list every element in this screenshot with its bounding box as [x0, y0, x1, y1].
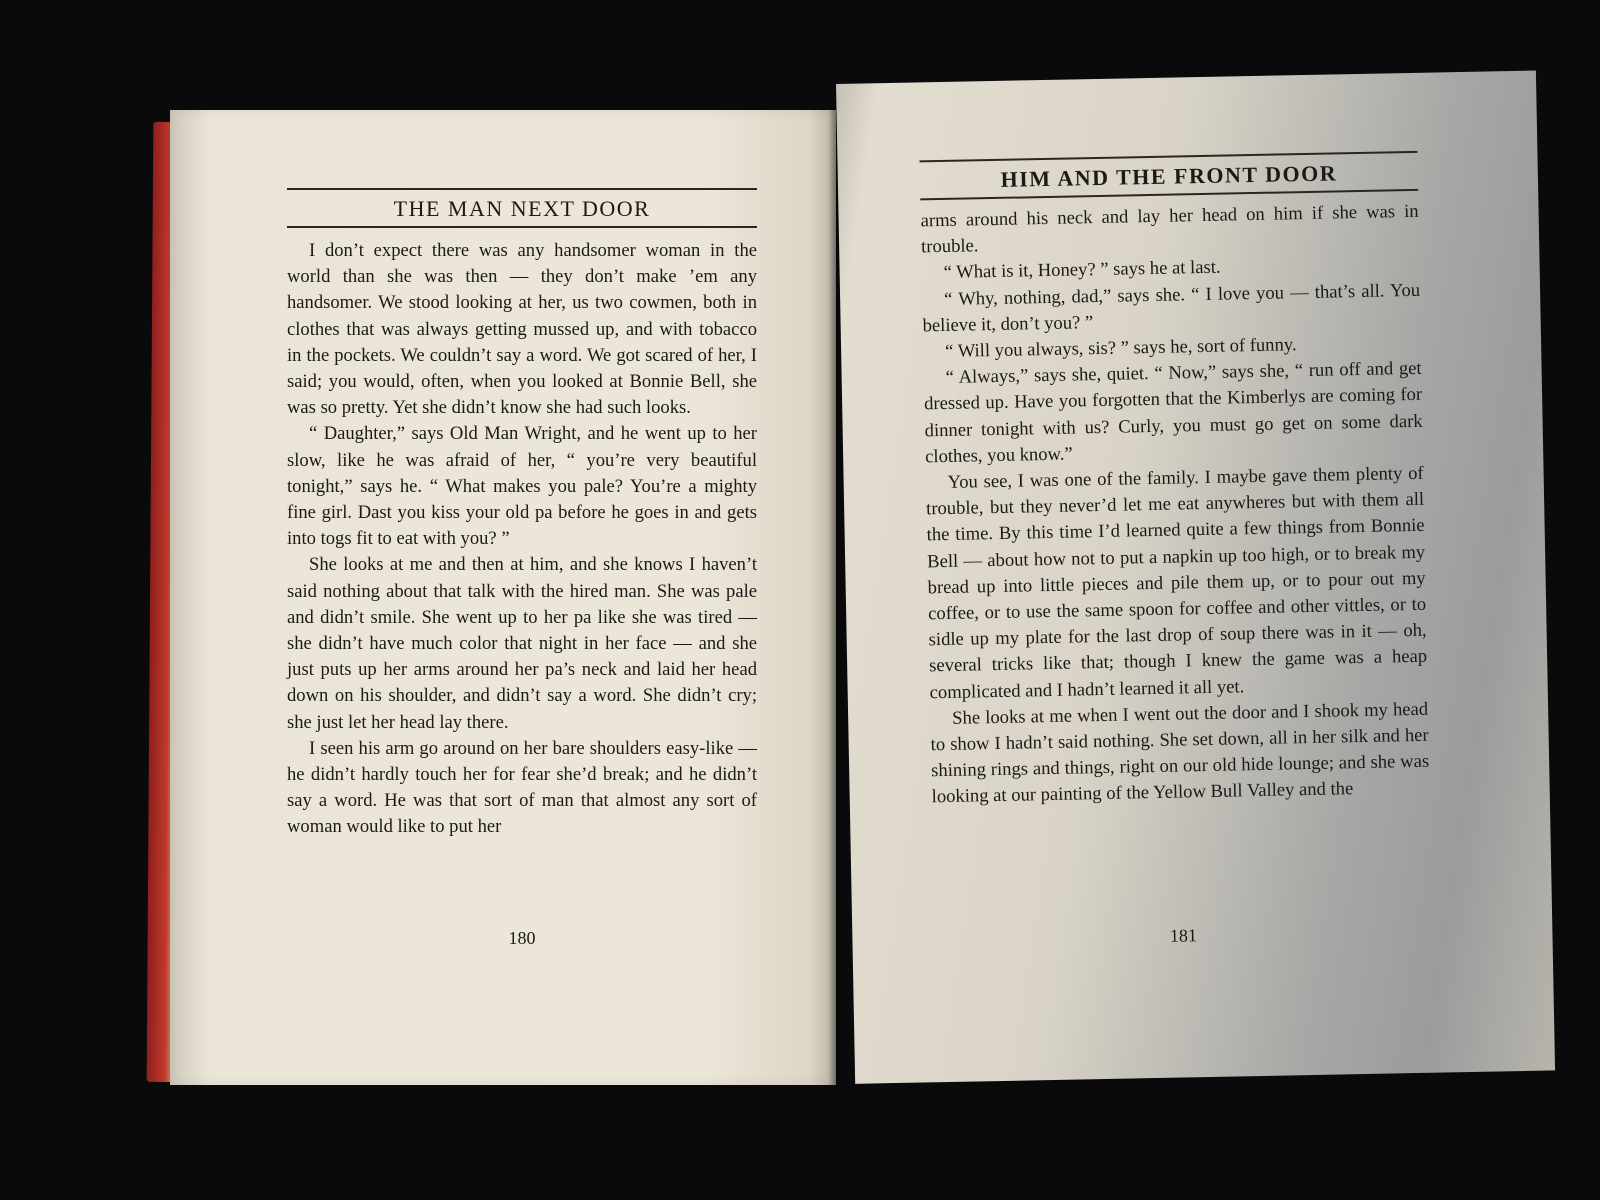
- paragraph: I don’t expect there was any handsomer woman in the world than she was then — they don’t make ’em any handsomer. We stood looking at her, us two cowmen, both in clothes that was always getting mussed up, and with tobacco in the pockets. We couldn’t say a word. We got scared of her, I said; you would, often, when you looked at Bonnie Bell, she was so pretty. Yet she didn’t know she had such looks.: [287, 240, 757, 419]
- paragraph: You see, I was one of the family. I maybe gave them plenty of trouble, but they never’d let me eat anywheres but with them all the time. By this time I’d learned quite a few things from Bonnie Bell — about how not to put a napkin up too high, or to break my bread up into little pieces and pile them up, or to pour out my coffee, or to use the same spoon for coffee and other vittles, or to sidle up my plate for the last drop of soup there was in it — oh, several tricks like that; though I knew the game was a heap complicated and I hadn’t learned it all yet.: [925, 462, 1428, 703]
- paragraph: She looks at me and then at him, and she knows I haven’t said nothing about that talk with the hired man. She was pale and didn’t smile. She went up to her pa like she was tired — she didn’t have much color that night in her face — and she just puts up her arms around her pa’s neck and laid her head down on his shoulder, and didn’t say a word. She didn’t cry; she just let her head lay there.: [287, 554, 757, 733]
- paragraph: “ What is it, Honey? ” says he at last.: [943, 257, 1221, 284]
- paragraph: “ Always,” says she, quiet. “ Now,” says she, “ run off and get dressed up. Have you forgotten that the Kimberlys are coming for dinner tonight with us? Curly, you must go get on some dark clothes, you know.”: [923, 358, 1423, 468]
- right-page: [836, 71, 1555, 1084]
- left-page-text: [287, 238, 757, 841]
- paragraph: She looks at me when I went out the door and I shook my head to show I hadn’t said nothing. She set down, all in her silk and her shining rings and things, right on our old hide lounge; and she was looking at our painting of the Yellow Bull Valley and the: [930, 698, 1430, 808]
- paragraph: I seen his arm go around on her bare shoulders easy-like — he didn’t hardly touch her for fear she’d break; and he didn’t say a word. He was that sort of man that almost any sort of woman would like to put her: [287, 737, 757, 838]
- right-page-number: 181: [1169, 925, 1198, 946]
- paragraph-continuation: arms around his neck and lay her head on him if she was in trouble.: [920, 200, 1419, 258]
- paragraph: “ Will you always, sis? ” says he, sort of funny.: [944, 334, 1297, 362]
- left-page-header: THE MAN NEXT DOOR: [287, 188, 757, 228]
- left-page: [170, 110, 836, 1085]
- right-page-header: HIM AND THE FRONT DOOR: [919, 151, 1418, 201]
- right-page-text: [920, 199, 1429, 811]
- paragraph: “ Daughter,” says Old Man Wright, and he went up to her slow, like he was afraid of her, “ you’re very beautiful tonight,” says he. “ What makes you pale? You’re a mighty fine girl. Dast you kiss your old pa before he goes in and gets into togs fit to eat with you? ”: [287, 423, 757, 550]
- left-page-number: 180: [508, 928, 536, 948]
- paragraph: “ Why, nothing, dad,” says she. “ I love you — that’s all. You believe it, don’t you? ”: [922, 279, 1421, 337]
